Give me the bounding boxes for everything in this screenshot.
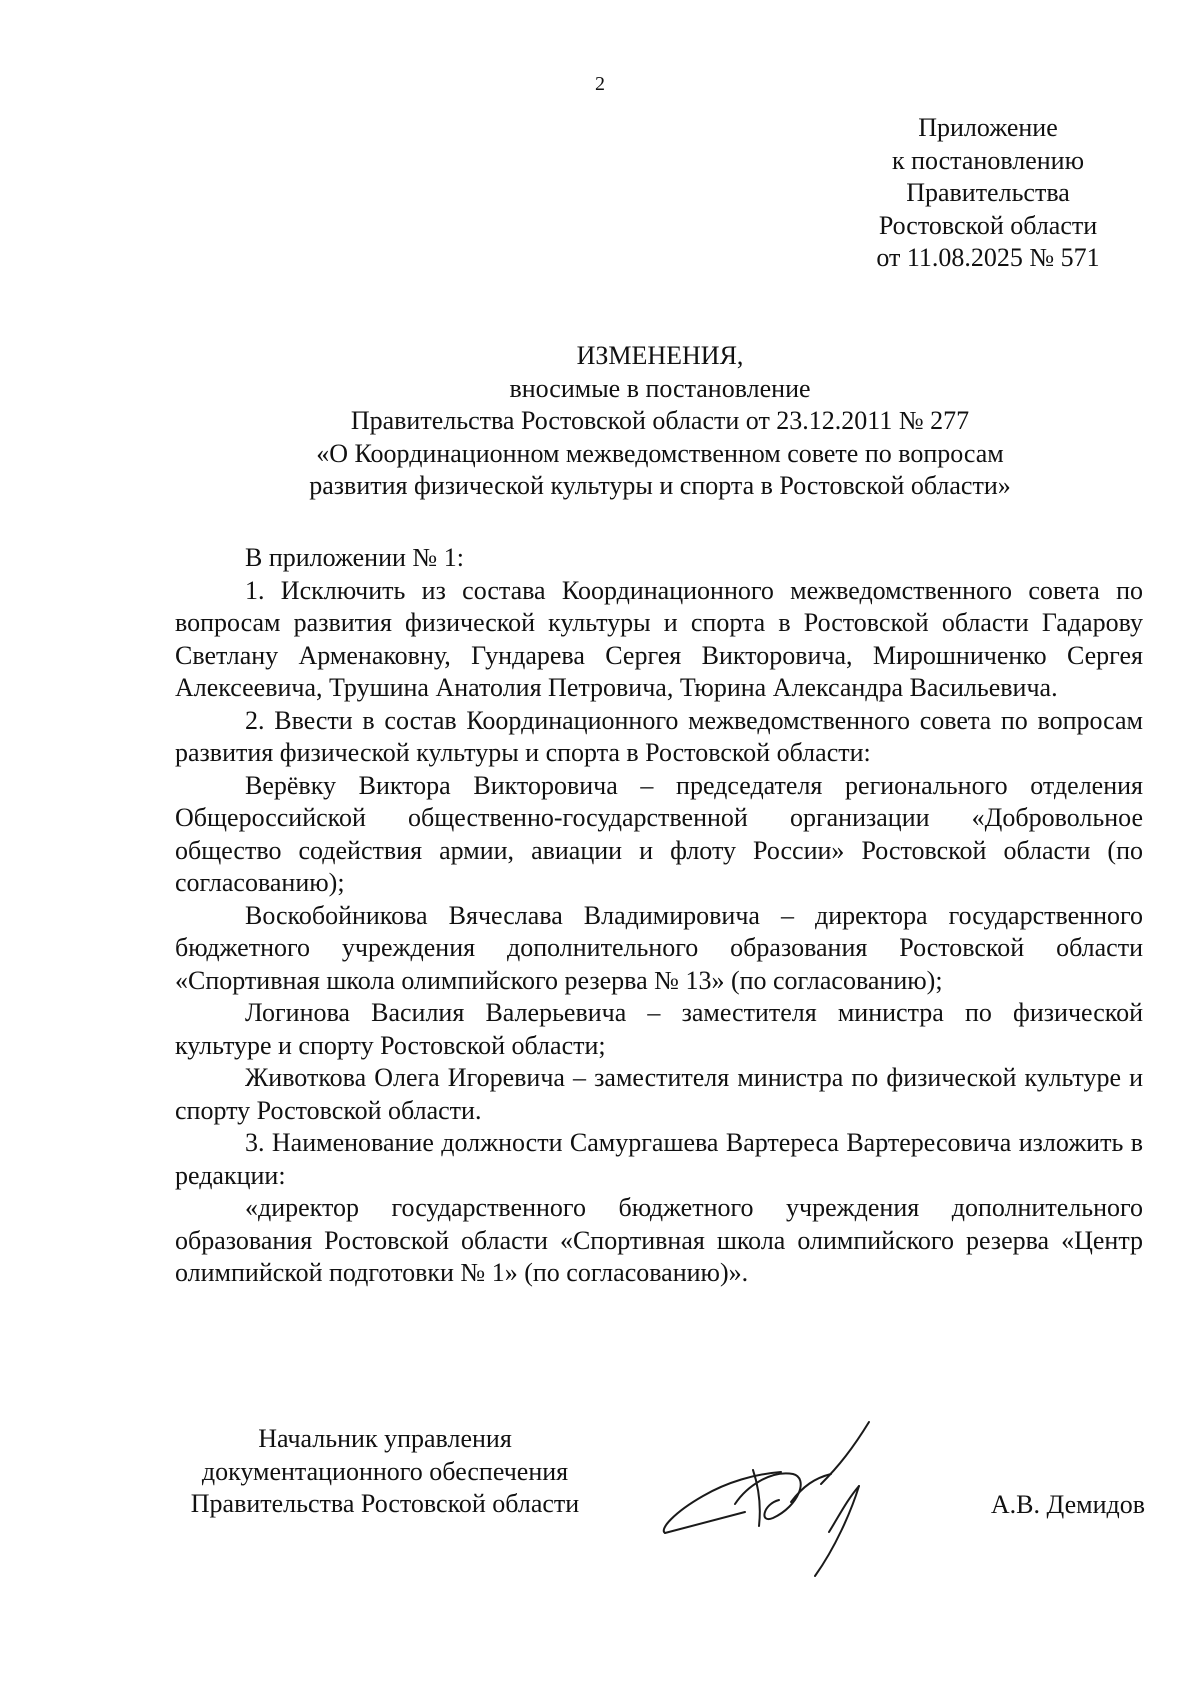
title-line-2: вносимые в постановление — [509, 373, 811, 403]
body-paragraph: «директор государственного бюджетного учреждения дополнительного образования Ростовской области «Спортивная школа олимпийского резерва «Центр олимпийской подготовки № 1» (по согласованию)». — [175, 1193, 1143, 1287]
body-paragraph: Логинова Василия Валерьевича – заместителя министра по физической культуре и спорту Ростовской области; — [175, 998, 1143, 1060]
signatory-title — [165, 1423, 605, 1521]
document-body — [175, 542, 1143, 1290]
appendix-line-2: к постановлению — [891, 145, 1085, 175]
body-paragraph: Верёвку Виктора Викторовича – председателя регионального отделения Общероссийской общественно-государственной организации «Добровольное общество содействия армии, авиации и флоту России» Ростовской области (по согласованию); — [175, 770, 1143, 897]
appendix-line-5: от 11.08.2025 № 571 — [876, 243, 1100, 272]
appendix-line-4: Ростовской области — [878, 210, 1098, 240]
signatory-title-line-3: Правительства Ростовской области — [190, 1489, 580, 1518]
title-line-5: развития физической культуры и спорта в Ростовской области» — [309, 471, 1011, 500]
title-heading: ИЗМЕНЕНИЯ, — [576, 341, 744, 370]
signatory-title-line-2: документационного обеспечения — [201, 1456, 569, 1486]
document-title — [175, 340, 1145, 503]
page-number: 2 — [595, 73, 605, 95]
body-paragraph: 1. Исключить из состава Координационного межведомственного совета по вопросам развития физической культуры и спорта в Ростовской области Гадарову Светлану Арменаковну, Гундарева Сергея Викторовича, Мирошниченко Сергея Алексеевича, Трушина Анатолия Петровича, Тюрина Александра Васильевича. — [175, 575, 1143, 702]
appendix-line-1: Приложение — [918, 113, 1058, 142]
handwritten-signature — [655, 1408, 915, 1583]
body-paragraph: 3. Наименование должности Самургашева Вартереса Вартересовича изложить в редакции: — [175, 1128, 1143, 1190]
title-line-4: «О Координационном межведомственном совете по вопросам — [316, 438, 1004, 468]
signature-drawing — [655, 1408, 915, 1583]
body-paragraph: Воскобойникова Вячеслава Владимировича – директора государственного бюджетного учреждения дополнительного образования Ростовской области «Спортивная школа олимпийского резерва № 13» (по согласованию); — [175, 900, 1143, 995]
body-paragraph: Животкова Олега Игоревича – заместителя министра по физической культуре и спорту Ростовской области. — [175, 1063, 1143, 1125]
appendix-header — [833, 112, 1143, 275]
signatory-title-line-1: Начальник управления — [258, 1424, 512, 1453]
body-paragraph: В приложении № 1: — [245, 543, 464, 572]
appendix-line-3: Правительства — [906, 178, 1070, 207]
signatory-name: А.В. Демидов — [990, 1490, 1145, 1519]
title-line-3: Правительства Ростовской области от 23.12.2011 № 277 — [350, 406, 970, 435]
body-paragraph: 2. Ввести в состав Координационного межведомственного совета по вопросам развития физической культуры и спорта в Ростовской области: — [175, 705, 1143, 767]
